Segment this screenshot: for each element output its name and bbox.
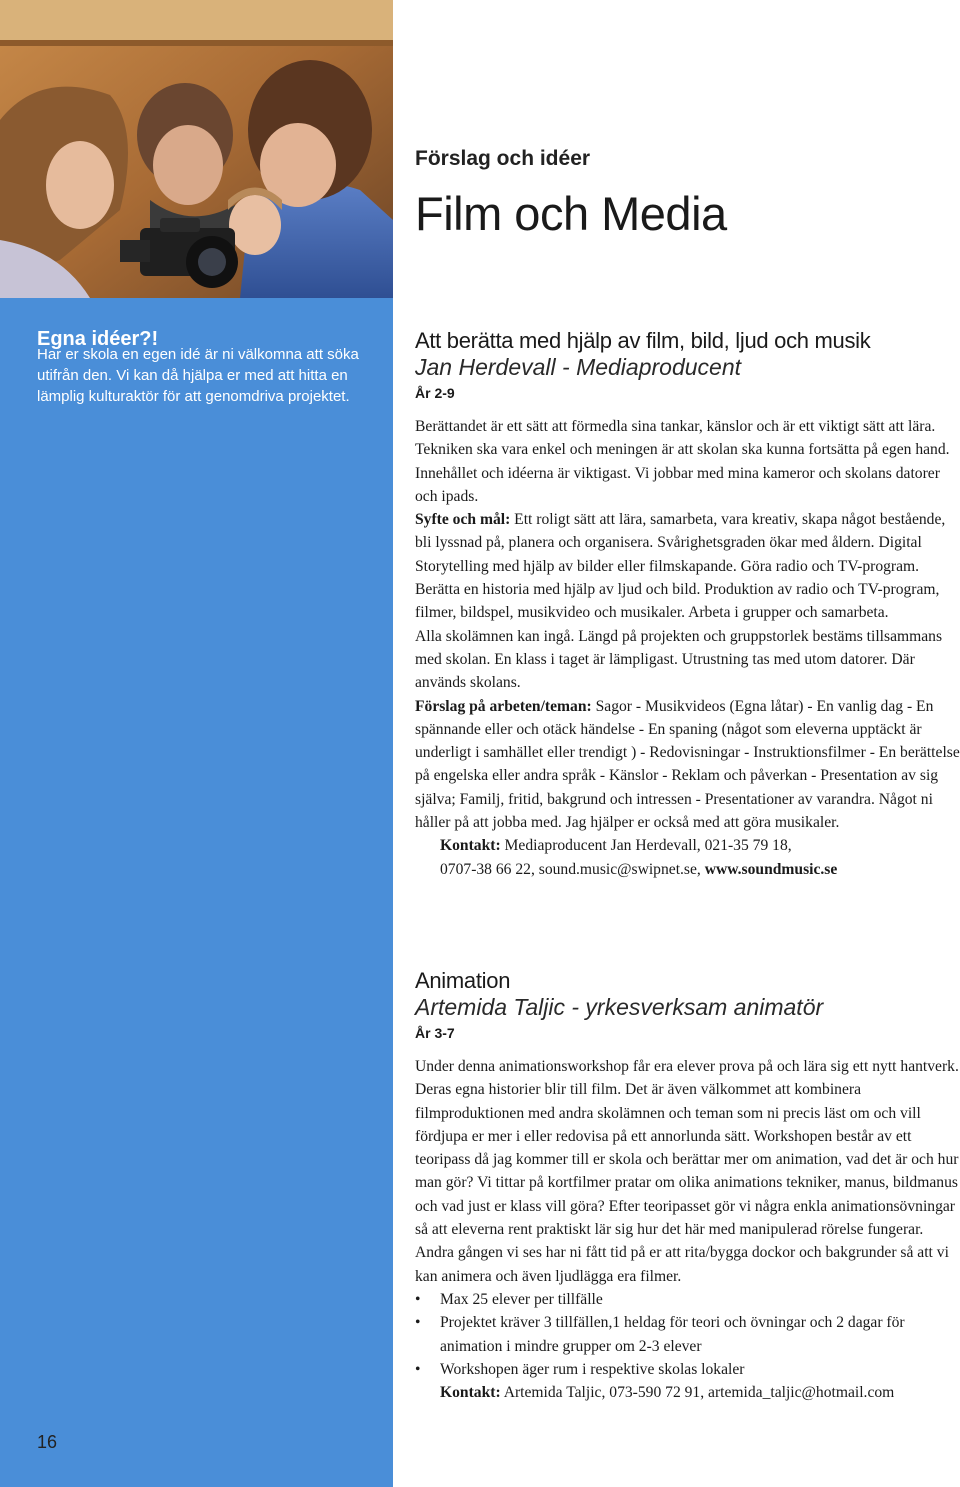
section-subheading: Jan Herdevall - Mediaproducent [415,354,742,380]
contact-website-link[interactable]: www.soundmusic.se [704,860,838,878]
bullet-list [415,1288,960,1381]
contact-label: Kontakt: [440,1384,501,1402]
proposals-label: Förslag på arbeten/teman: [415,697,592,715]
contact-line1-text: Mediaproducent Jan Herdevall, 021-35 79 18, [500,837,792,855]
section-intro: Under denna animationsworkshop får era elever prova på och lära sig ett nytt hantverk. Deras egna historier blir till film. Det är även välkommet att kombinera filmproduktionen med andra skolämnen och teman som ni precis läst om och vill fördjupa er mer i eller redovisa på ett annorlunda sätt. Workshopen består av ett teoripass då jag kommer till er skola och berättar mer om animation, vad det är och hur man gör? Vi tittar på kortfilmer pratar om olika animations tekniker, manus, bildmanus och vad just er klass vill göra? Efter teoripasset gör vi några enkla animationsövningar så att eleverna rent praktiskt lär sig hur det här med manipulerad rörelse fungerar. Andra gången vi ses har ni fått tid på er att rita/bygga dockor och bakgrunder så att vi kan animera och även ljudlägga era filmer. [415,1058,959,1285]
contact-line [415,1381,960,1404]
section-animation [415,968,960,1404]
sidebar-text: Har er skola en egen idé är ni välkomna att söka utifrån den. Vi kan då hjälpa er med att hitta en lämplig kulturaktör för att genomdriva projektet. [37,346,359,405]
section-goal [415,508,960,624]
section-year: År 2-9 [415,385,455,401]
contact-line-1 [415,834,960,857]
contact-text: Artemida Taljic, 073-590 72 91, artemida_taljic@hotmail.com [500,1384,895,1402]
goal-label: Syfte och mål: [415,511,511,529]
kicker: Förslag och idéer [415,147,591,170]
section-subjects: Alla skolämnen kan ingå. Längd på projekten och gruppstorlek bestäms tillsammans med skolan. En klass i taget är lämpligast. Utrustning tas med utom datorer. Där används skolans. [415,627,943,692]
section-intro: Berättandet är ett sätt att förmedla sina tankar, känslor och är ett viktigt sätt att lära. Tekniken ska vara enkel och meningen är att skolan ska kunna fortsätta på egen hand. Innehållet och idéerna är viktigast. Vi jobbar med mina kameror och skolans datorer och ipads. [415,418,950,505]
section-heading: Att berätta med hjälp av film, bild, ljud och musik [415,328,871,353]
page-title: Film och Media [415,187,727,240]
contact-line-2 [415,858,960,881]
page-number: 16 [37,1432,58,1452]
section-subheading: Artemida Taljic - yrkesverksam animatör [415,994,824,1020]
section-proposals [415,695,960,835]
sidebar [0,0,393,1487]
kids-with-video-camera-photo [0,0,393,298]
contact-line2-text: 0707-38 66 22, sound.music@swipnet.se, [440,860,705,878]
list-item: • Projektet kräver 3 tillfällen,1 heldag för teori och övningar och 2 dagar för animation i mindre grupper om 2-3 elever [415,1311,960,1358]
proposals-text: Sagor - Musikvideos (Egna låtar) - En vanlig dag - En spännande eller och otäck händelse - En spaning (något som eleverna upptäckt är underligt i samhället eller trendigt ) - Redovisningar - Instruktionsfilmer - En berättelse på engelska eller andra språk - Känslor - Reklam och påverkan - Presentation av sig själva; Familj, fritid, bakgrund och intressen - Presentationer av varandra. Något ni håller på att jobba med. Jag hjälper er också med att göra musikaler. [415,697,960,832]
sidebar-title: Egna idéer?! [37,328,159,350]
goal-text: Ett roligt sätt att lära, samarbeta, vara kreativ, skapa något bestående, bli lyssnad på, planera och organisera. Svårighetsgraden ökar med åldern. Digital Storytelling med hjälp av bilder eller filmskapande. Göra radio och TV-program. Berätta en historia med hjälp av ljud och bild. Produktion av radio och TV-program, filmer, bildspel, musikvideo och musikaler. Arbeta i grupper och samarbeta. [415,511,946,622]
section-year: År 3-7 [415,1025,455,1041]
list-item: • Max 25 elever per tillfälle [415,1288,960,1311]
list-item: • Workshopen äger rum i respektive skolas lokaler [415,1358,960,1381]
section-heading: Animation [415,968,511,993]
contact-label: Kontakt: [440,837,501,855]
section-film-bild-ljud [415,328,960,881]
